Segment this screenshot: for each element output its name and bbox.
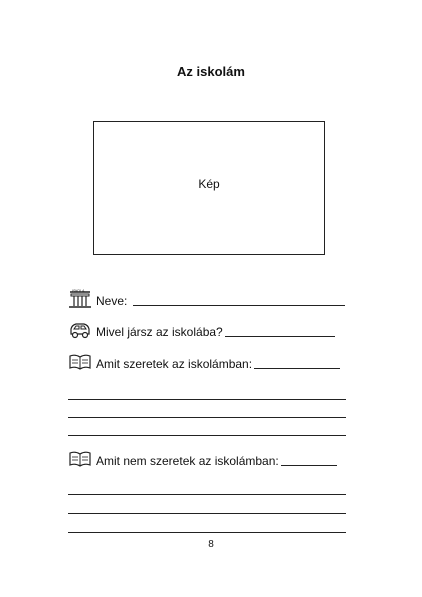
name-label: Neve: [96,294,128,308]
open-book-icon [68,449,92,469]
likes-answer-line-1[interactable] [68,399,346,400]
dislikes-answer-line-2[interactable] [68,513,346,514]
likes-answer-line-3[interactable] [68,435,346,436]
transport-blank-line[interactable] [225,335,335,337]
svg-text:ISKOLA: ISKOLA [72,289,85,293]
likes-field-row [68,350,340,372]
dislikes-blank-line[interactable] [281,464,337,466]
likes-answer-line-2[interactable] [68,417,346,418]
dislikes-field-row [68,447,337,469]
page-title: Az iskolám [177,64,245,79]
name-blank-line[interactable] [133,304,345,306]
car-icon [68,320,92,340]
page-number: 8 [208,539,214,550]
dislikes-answer-line-1[interactable] [68,494,346,495]
likes-blank-line[interactable] [254,367,340,369]
dislikes-answer-line-3[interactable] [68,532,346,533]
transport-field-row [68,318,335,340]
picture-placeholder-box [93,121,325,255]
open-book-icon [68,352,92,372]
likes-label: Amit szeretek az iskolámban: [96,357,253,371]
transport-label: Mivel jársz az iskolába? [96,325,223,339]
name-field-row [68,287,345,309]
picture-placeholder-label: Kép [198,177,220,191]
school-building-icon [68,289,92,309]
dislikes-label: Amit nem szeretek az iskolámban: [96,454,279,468]
